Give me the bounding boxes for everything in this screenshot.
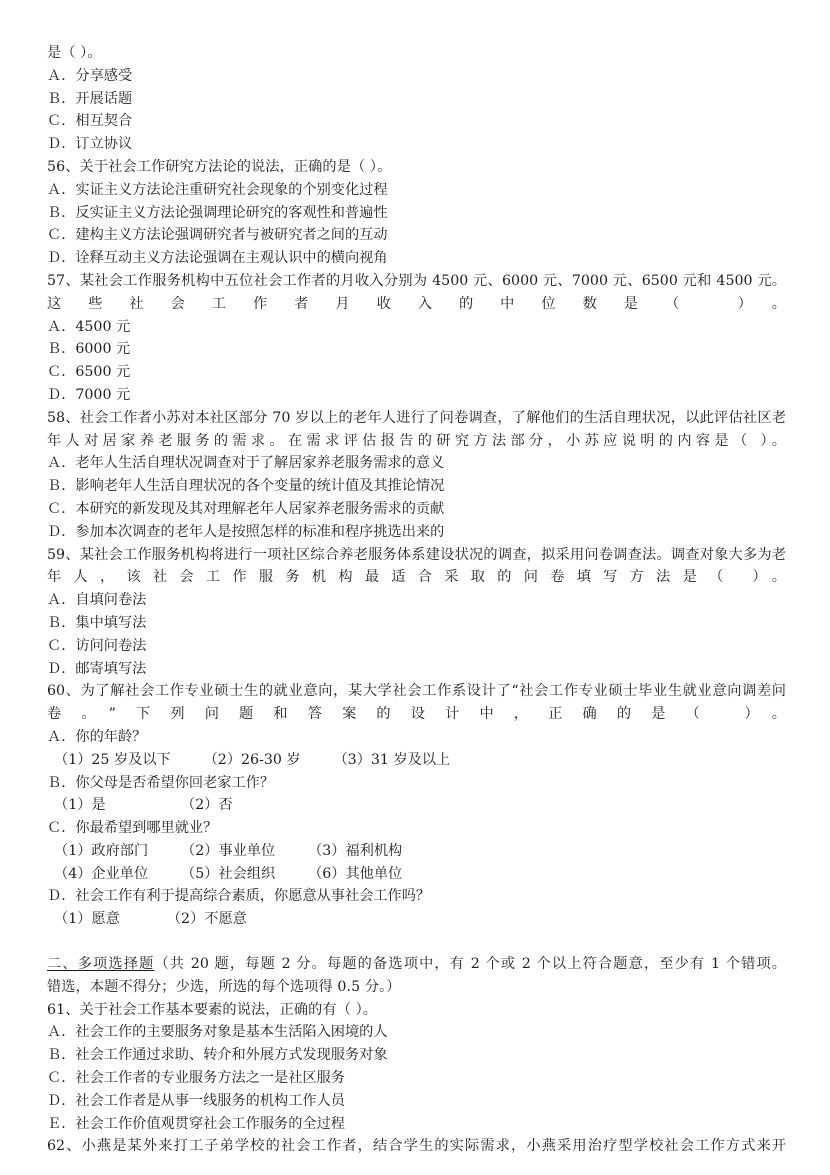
answer-option: Ｄ．参加本次调查的老年人是按照怎样的标准和程序挑选出来的 — [47, 523, 445, 540]
answer-option: Ａ．4500 元 — [47, 318, 131, 335]
answer-option: Ｃ．你最希望到哪里就业？ — [47, 820, 218, 837]
question-stem: 61、关于社会工作基本要素的说法，正确的有（ ）。 — [47, 1001, 378, 1018]
question-stem: 57、某社会工作服务机构中五位社会工作者的月收入分别为 4500 元、6000 元、7000 元、6500 元和 4500 元。这些社会工作者月收入的中位数是（ ）。 — [47, 272, 786, 312]
answer-option: Ｄ．订立协议 — [47, 136, 133, 153]
answer-sub-option: （1）愿意 （2）不愿意 — [54, 911, 247, 928]
answer-sub-option: （1）政府部门 （2）事业单位 （3）福利机构 — [54, 842, 403, 859]
answer-option: Ｃ．本研究的新发现及其对理解老年人居家养老服务需求的贡献 — [47, 500, 445, 517]
answer-sub-option: （1）25 岁及以下 （2）26-30 岁 （3）31 岁及以上 — [54, 751, 451, 768]
answer-option: Ｂ．你父母是否希望你回老家工作？ — [47, 774, 275, 791]
answer-option: Ｅ．社会工作价值观贯穿社会工作服务的全过程 — [47, 1115, 345, 1132]
answer-option: Ｃ．相互契合 — [47, 113, 133, 130]
section-heading — [47, 953, 786, 976]
answer-option: Ｄ．邮寄填写法 — [47, 660, 147, 677]
answer-sub-option: （4）企业单位 （5）社会组织 （6）其他单位 — [54, 865, 403, 882]
question-stem-continuation: 错选，本题不得分；少选，所选的每个选项得 0.5 分。） — [47, 978, 401, 995]
question-stem: 56、关于社会工作研究方法论的说法，正确的是（ ）。 — [47, 158, 392, 175]
answer-option: Ａ．自填问卷法 — [47, 592, 147, 609]
answer-option: Ｄ．诠释互动主义方法论强调在主观认识中的横向视角 — [47, 250, 388, 267]
answer-sub-option: （1）是 （2）否 — [54, 797, 233, 814]
answer-option: Ｂ．反实证主义方法论强调理论研究的客观性和普遍性 — [47, 204, 388, 221]
answer-option: Ａ．分享感受 — [47, 67, 133, 84]
answer-option: Ｄ．社会工作者是从事一线服务的机构工作人员 — [47, 1092, 345, 1109]
answer-option: Ａ．社会工作的主要服务对象是基本生活陷入困境的人 — [47, 1024, 388, 1041]
section-heading-rules: （共 20 题，每题 2 分。每题的备选项中，有 2 个或 2 个以上符合题意，至少有 1 个错项。 — [154, 956, 786, 973]
answer-option: Ｂ．社会工作通过求助、转介和外展方式发现服务对象 — [47, 1047, 388, 1064]
answer-option: Ａ．你的年龄？ — [47, 728, 147, 745]
answer-option: Ｃ．社会工作者的专业服务方法之一是社区服务 — [47, 1070, 345, 1087]
question-stem: 60、为了解社会工作专业硕士生的就业意向，某大学社会工作系设计了“社会工作专业硕士毕业生就业意向调差问卷。”下列问题和答案的设计中，正确的是（ ）。 — [47, 683, 786, 723]
answer-option: Ｃ．6500 元 — [47, 364, 131, 381]
answer-option: Ｃ．建构主义方法论强调研究者与被研究者之间的互动 — [47, 227, 388, 244]
answer-option: Ａ．老年人生活自理状况调查对于了解居家养老服务需求的意义 — [47, 455, 445, 472]
section-heading-title: 二、多项选择题 — [47, 956, 155, 973]
question-stem-continuation: 是（ ）。 — [47, 45, 102, 61]
answer-option: Ｂ．开展话题 — [47, 90, 133, 107]
document-body — [47, 42, 786, 1155]
answer-option: Ｂ．影响老年人生活自理状况的各个变量的统计值及其推论情况 — [47, 478, 445, 495]
answer-option: Ａ．实证主义方法论注重研究社会现象的个别变化过程 — [47, 181, 388, 198]
answer-option: Ｄ．7000 元 — [47, 386, 131, 403]
answer-option: Ｄ．社会工作有利于提高综合素质，你愿意从事社会工作吗？ — [47, 888, 431, 905]
answer-option: Ｂ．集中填写法 — [47, 614, 147, 631]
answer-option: Ｂ．6000 元 — [47, 341, 131, 358]
question-stem: 59、某社会工作服务机构将进行一项社区综合养老服务体系建设状况的调查，拟采用问卷调查法。调查对象大多为老年人，该社会工作服务机构最适合采取的问卷填写方法是（ ）。 — [47, 546, 786, 586]
question-stem: 62、小燕是某外来打工子弟学校的社会工作者，结合学生的实际需求，小燕采用治疗型学校社会工作方式来开 — [47, 1138, 786, 1155]
question-stem: 58、社会工作者小苏对本社区部分 70 岁以上的老年人进行了问卷调查，了解他们的生活自理状况，以此评估社区老年人对居家养老服务的需求。在需求评估报告的研究方法部分，小苏应说明的内容是（ ）。 — [47, 409, 786, 449]
paragraph-spacer — [47, 931, 786, 953]
answer-option: Ｃ．访问问卷法 — [47, 637, 147, 654]
